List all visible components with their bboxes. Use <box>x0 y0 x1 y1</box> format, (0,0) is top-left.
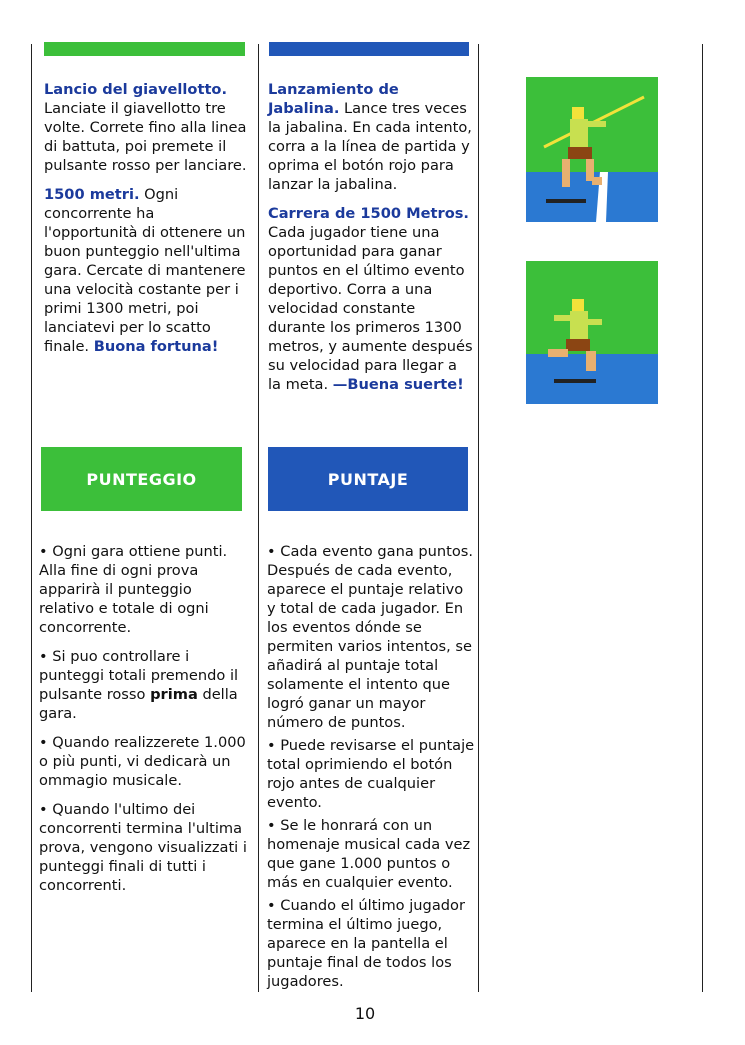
m1500-title-it: 1500 metri. <box>44 186 140 203</box>
javelin-illustration <box>526 77 658 222</box>
spanish-score-list <box>267 542 475 995</box>
bullet-text: Cuando el último jugador termina el último juego, aparece en la pantella el puntaje final de todos los jugadores. <box>267 897 465 990</box>
bullet-text: Si puo controllare i punteggi totali premendo il pulsante rosso <box>39 648 239 703</box>
m1500-text-it: Ogni concorrente ha l'opportunità di ottenere un buon punteggio nell'ultima gara. Cercate di mantenere una velocità costante per i primi 1300 metri, poi lanciatevi per lo scatto finale. <box>44 186 246 355</box>
column-divider-right <box>478 44 479 992</box>
javelin-title-es: Lanzamiento de Jabalina. <box>268 81 399 117</box>
score-heading-es-label: PUNTAJE <box>327 469 409 489</box>
list-item: • Ogni gara ottiene punti. Alla fine di ogni prova apparirà il punteggio relativo e totale di ogni concorrente. <box>39 543 228 636</box>
runner-icon <box>526 261 658 404</box>
list-item: • Cada evento gana puntos. Después de cada evento, aparece el puntaje relativo y total de cada jugador. En los eventos dónde se permiten varios intentos, se añadirá al puntaje total solamente el intento que logró ganar un mayor número de puntos. <box>267 543 474 731</box>
javelin-section-es <box>268 80 474 194</box>
column-divider-far-right <box>702 44 703 992</box>
list-item: • Quando realizzerete 1.000 o più punti, vi dedicarà un ommagio musicale. <box>39 734 246 789</box>
list-item: • Se le honrará con un homenaje musical cada vez que gane 1.000 puntos o más en cualquier evento. <box>267 817 471 891</box>
list-item: • Puede revisarse el puntaje total oprimiendo el botón rojo antes de cualquier evento. <box>267 737 475 811</box>
green-top-bar <box>44 42 245 56</box>
javelin-text-es: Lance tres veces la jabalina. En cada intento, corra a la línea de partida y oprima el botón rojo para lanzar la jabalina. <box>268 100 472 193</box>
list-item: • Si puo controllare i punteggi totali premendo il pulsante rosso prima della gara. <box>39 648 239 722</box>
javelin-text-it: Lanciate il giavellotto tre volte. Correte fino alla linea di battuta, poi premete il pulsante rosso per lanciare. <box>44 100 247 174</box>
bullet-text: Quando realizzerete 1.000 o più punti, vi dedicarà un ommagio musicale. <box>39 734 246 789</box>
m1500-section-es <box>268 204 474 394</box>
m1500-section-it <box>44 185 248 356</box>
score-heading-es <box>268 447 468 511</box>
page-number: 10 <box>354 1004 376 1023</box>
list-item: • Cuando el último jugador termina el último juego, aparece en la pantella el puntaje final de todos los jugadores. <box>267 897 465 990</box>
m1500-text-es: Cada jugador tiene una oportunidad para ganar puntos en el último evento deportivo. Corra a una velocidad constante durante los primeros 1300 metros, y aumente después su velocidad para llegar a la meta. <box>268 224 473 393</box>
m1500-title-es: Carrera de 1500 Metros. <box>268 205 469 222</box>
bullet-text: della gara. <box>39 686 238 722</box>
bullet-text: Ogni gara ottiene punti. Alla fine di ogni prova apparirà il punteggio relativo e totale di ogni concorrente. <box>39 543 228 636</box>
bullet-text: Se le honrará con un homenaje musical cada vez que gane 1.000 puntos o más en cualquier evento. <box>267 817 471 891</box>
javelin-thrower-icon <box>526 77 658 222</box>
bullet-text: Quando l'ultimo dei concorrenti termina l'ultima prova, vengono visualizzati i punteggi finali di tutti i concorrenti. <box>39 801 247 894</box>
bullet-emphasis: prima <box>150 686 198 703</box>
score-heading-it <box>41 447 242 511</box>
column-divider-middle <box>258 44 259 992</box>
m1500-end-es: —Buena suerte! <box>332 376 464 393</box>
column-divider-left <box>31 44 32 992</box>
javelin-title-it: Lancio del giavellotto. <box>44 81 227 98</box>
runner-illustration <box>526 261 658 404</box>
m1500-end-it: Buona fortuna! <box>93 338 219 355</box>
spanish-events-column <box>268 80 474 404</box>
italian-score-list <box>39 542 249 905</box>
italian-events-column <box>44 80 248 366</box>
score-heading-it-label: PUNTEGGIO <box>86 469 197 489</box>
blue-top-bar <box>269 42 469 56</box>
javelin-section-it <box>44 80 248 175</box>
list-item: • Quando l'ultimo dei concorrenti termina l'ultima prova, vengono visualizzati i punteggi finali di tutti i concorrenti. <box>39 801 247 894</box>
bullet-text: Cada evento gana puntos. Después de cada evento, aparece el puntaje relativo y total de cada jugador. En los eventos dónde se permiten varios intentos, se añadirá al puntaje total solamente el intento que logró ganar un mayor número de puntos. <box>267 543 474 731</box>
bullet-text: Puede revisarse el puntaje total oprimiendo el botón rojo antes de cualquier evento. <box>267 737 475 811</box>
